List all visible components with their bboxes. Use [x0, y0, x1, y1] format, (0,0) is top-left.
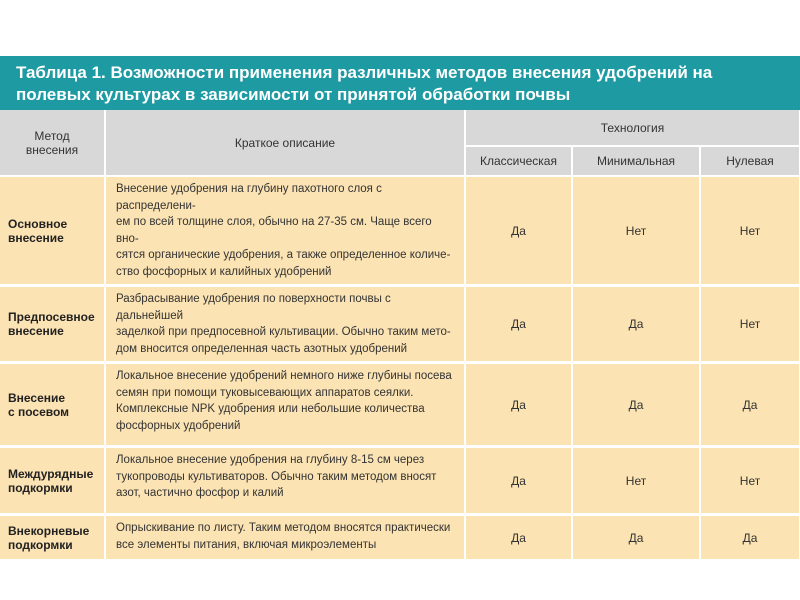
minimal-value: Да — [572, 363, 700, 447]
header-technology: Технология — [465, 110, 800, 146]
description-cell: Локальное внесение удобрения на глубину 8-15 см через тукопроводы культиваторов. Обычно таким методом вносят азот, частично фосфор и калий — [105, 447, 465, 515]
zero-value: Нет — [700, 447, 800, 515]
description-cell: Разбрасывание удобрения по поверхности почвы с дальнейшей заделкой при предпосевной культивации. Обычно таким мето- дом вносится определенная часть азотных удобрений — [105, 286, 465, 363]
table-row — [0, 286, 800, 363]
minimal-value: Да — [572, 286, 700, 363]
method-cell: Предпосевное внесение — [0, 286, 105, 363]
header-classic: Классическая — [465, 146, 572, 176]
header-zero: Нулевая — [700, 146, 800, 176]
zero-value: Нет — [700, 176, 800, 286]
table-row — [0, 176, 800, 286]
minimal-value: Нет — [572, 176, 700, 286]
method-cell: Междурядные подкормки — [0, 447, 105, 515]
classic-value: Да — [465, 363, 572, 447]
table-row — [0, 515, 800, 561]
table-title — [0, 56, 800, 110]
method-cell: Внесение с посевом — [0, 363, 105, 447]
table-row — [0, 447, 800, 515]
description-cell: Внесение удобрения на глубину пахотного слоя с распределени- ем по всей толщине слоя, обычно на 27-35 см. Чаще всего вно- сятся органические удобрения, а также определенное количе- ство фосфорных и калийных удобрений — [105, 176, 465, 286]
classic-value: Да — [465, 286, 572, 363]
classic-value: Да — [465, 447, 572, 515]
description-cell: Опрыскивание по листу. Таким методом вносятся практически все элементы питания, включая микроэлементы — [105, 515, 465, 561]
zero-value: Да — [700, 363, 800, 447]
method-cell: Внекорневые подкормки — [0, 515, 105, 561]
header-method: Метод внесения — [0, 110, 105, 176]
table-title-line-2: полевых культурах в зависимости от принятой обработки почвы — [16, 85, 571, 104]
header-minimal: Минимальная — [572, 146, 700, 176]
table-row — [0, 363, 800, 447]
minimal-value: Да — [572, 515, 700, 561]
classic-value: Да — [465, 515, 572, 561]
classic-value: Да — [465, 176, 572, 286]
minimal-value: Нет — [572, 447, 700, 515]
zero-value: Да — [700, 515, 800, 561]
fertilizer-methods-table — [0, 110, 800, 562]
description-cell: Локальное внесение удобрений немного ниже глубины посева семян при помощи туковысевающих аппаратов сеялки. Комплексные NPK удобрения или небольшие количества фосфорных удобрений — [105, 363, 465, 447]
table-title-line-1: Таблица 1. Возможности применения различных методов внесения удобрений на — [16, 63, 713, 82]
method-cell: Основное внесение — [0, 176, 105, 286]
zero-value: Нет — [700, 286, 800, 363]
header-description: Краткое описание — [105, 110, 465, 176]
